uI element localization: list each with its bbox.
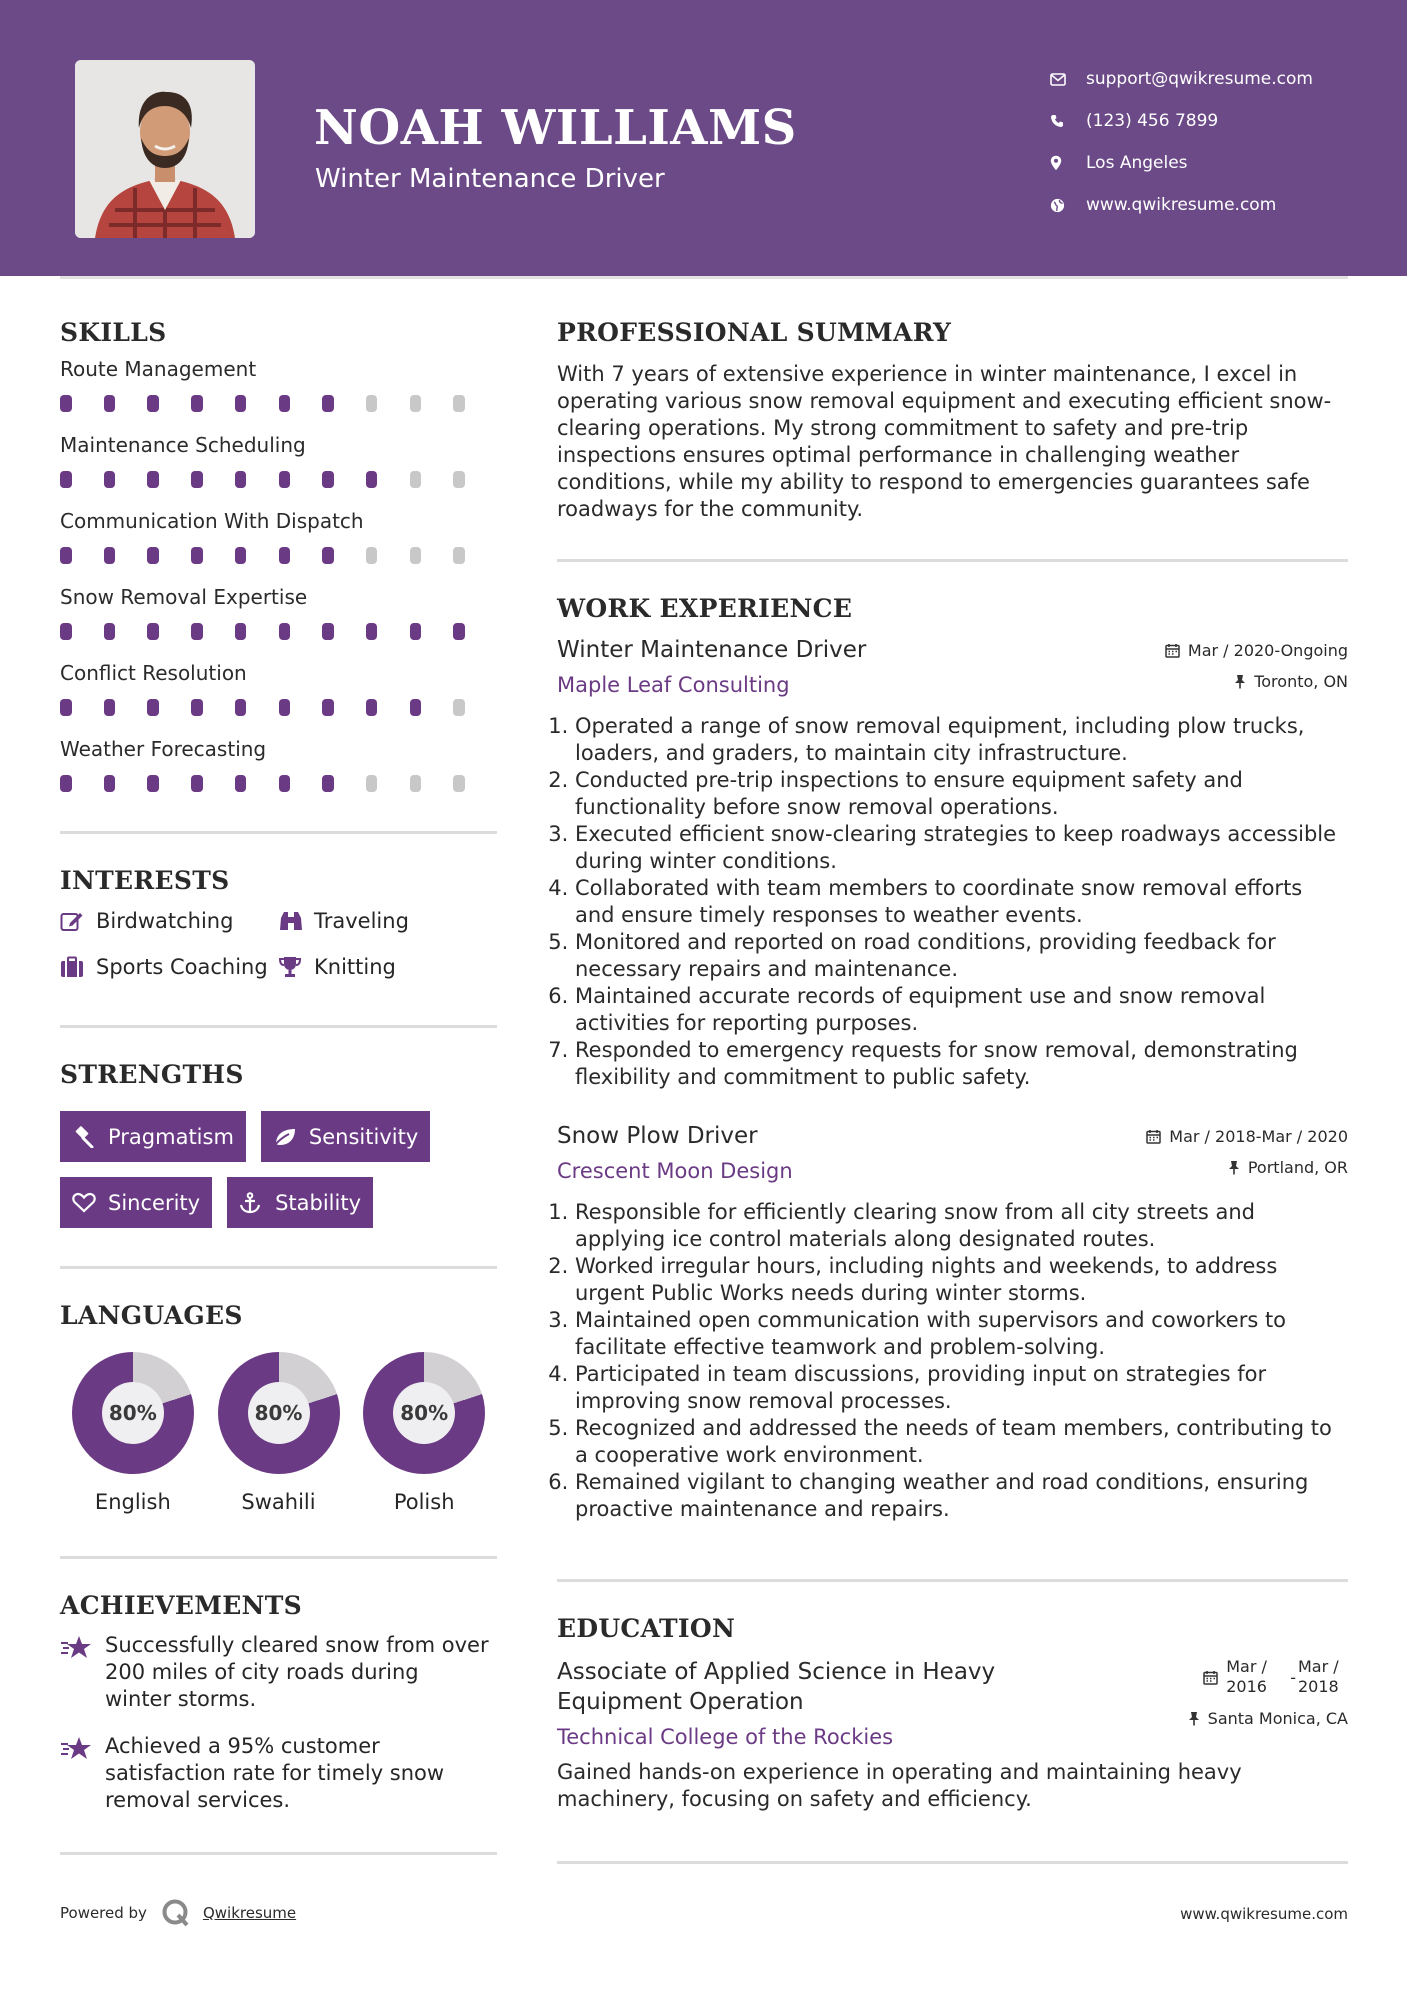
strength-label: Sensitivity — [308, 1124, 419, 1149]
job-bullets — [557, 713, 1348, 1091]
pin-icon — [1188, 1711, 1200, 1726]
section-divider — [557, 1579, 1348, 1582]
rating-dot-filled — [235, 775, 247, 792]
skill-rating — [60, 471, 497, 489]
rating-dot-filled — [235, 699, 247, 716]
rating-dot-filled — [60, 775, 72, 792]
education-school: Technical College of the Rockies — [557, 1725, 894, 1749]
map-marker-icon — [1050, 155, 1086, 171]
contact-list — [1050, 58, 1313, 226]
rating-dot-filled — [147, 395, 159, 412]
achievement-item — [60, 1632, 497, 1713]
globe-icon — [1050, 198, 1086, 213]
skills-list — [60, 357, 497, 793]
job-bullet: 7. Responded to emergency requests for snow removal, demonstrating flexibility and commitment to public safety. — [575, 1037, 1348, 1091]
interest-label: Sports Coaching — [96, 955, 268, 979]
job-header — [557, 1123, 1348, 1183]
rating-dot-empty — [453, 395, 465, 412]
rating-dot-empty — [453, 699, 465, 716]
rating-dot-filled — [366, 623, 378, 640]
achievements-list — [60, 1632, 497, 1814]
languages-list — [60, 1352, 497, 1514]
language-name: English — [94, 1490, 171, 1514]
rating-dot-filled — [279, 699, 291, 716]
skill-item — [60, 357, 497, 413]
job-bullet: 4. Participated in team discussions, providing input on strategies for improving snow removal processes. — [575, 1361, 1348, 1415]
strength-label: Sincerity — [108, 1190, 201, 1215]
skill-name: Snow Removal Expertise — [60, 585, 308, 609]
summary-text: With 7 years of extensive experience in winter maintenance, I excel in operating various snow removal equipment and executing efficient snow-clearing operations. My strong commitment to safety and pre-trip inspections ensures optimal performance in challenging weather conditions, while my ability to respond to emergencies guarantees safe roadways for the community. — [557, 362, 1332, 521]
language-percent: 80% — [393, 1382, 455, 1444]
job-bullet: 1. Responsible for efficiently clearing snow from all city streets and applying ice control materials along designated routes. — [575, 1199, 1348, 1253]
rating-dot-filled — [104, 547, 116, 564]
rating-dot-filled — [60, 623, 72, 640]
interest-item — [278, 955, 478, 979]
rating-dot-filled — [104, 775, 116, 792]
achievement-text: Successfully cleared snow from over 200 miles of city roads during winter storms. — [105, 1633, 489, 1711]
skill-rating — [60, 775, 497, 793]
education-description: Gained hands-on experience in operating and maintaining heavy machinery, focusing on safety and efficiency. — [557, 1760, 1242, 1811]
contact-phone[interactable] — [1050, 100, 1313, 142]
rating-dot-filled — [191, 395, 203, 412]
rating-dot-filled — [322, 395, 334, 412]
powered-by-label: Powered by — [60, 1904, 147, 1922]
languages-heading: LANGUAGES — [60, 1301, 243, 1330]
rating-dot-filled — [191, 547, 203, 564]
interest-item — [60, 909, 278, 933]
language-progress-ring — [72, 1352, 194, 1474]
rating-dot-empty — [366, 775, 378, 792]
job-bullet: 3. Maintained open communication with supervisors and coworkers to facilitate effective teamwork and problem-solving. — [575, 1307, 1348, 1361]
header-divider — [60, 276, 1348, 279]
language-progress-ring — [218, 1352, 340, 1474]
rating-dot-filled — [322, 623, 334, 640]
rating-dot-filled — [322, 775, 334, 792]
envelope-icon — [1050, 73, 1086, 86]
left-column — [60, 318, 497, 1855]
rating-dot-empty — [410, 775, 422, 792]
language-name: Polish — [393, 1490, 455, 1514]
contact-location — [1050, 142, 1313, 184]
rating-dot-filled — [410, 699, 422, 716]
section-divider — [60, 1852, 497, 1855]
skill-name: Maintenance Scheduling — [60, 433, 306, 457]
rating-dot-filled — [322, 547, 334, 564]
edit-icon — [60, 910, 96, 932]
education-location-text: Santa Monica, CA — [1207, 1709, 1348, 1728]
rating-dot-filled — [147, 547, 159, 564]
rating-dot-filled — [191, 775, 203, 792]
qwikresume-logo-icon — [161, 1898, 191, 1928]
calendar-icon — [1165, 643, 1180, 658]
footer-website[interactable]: www.qwikresume.com — [1180, 1905, 1348, 1923]
contact-location-text: Los Angeles — [1086, 153, 1188, 173]
rating-dot-filled — [366, 471, 378, 488]
rating-dot-filled — [366, 699, 378, 716]
job-entry — [557, 1123, 1348, 1523]
rating-dot-filled — [235, 547, 247, 564]
strengths-heading: STRENGTHS — [60, 1060, 244, 1089]
interests-list — [60, 909, 497, 979]
rating-dot-filled — [104, 395, 116, 412]
education-location — [1188, 1709, 1348, 1728]
star-icon — [60, 1632, 105, 1713]
education-date-start: Mar / 2016 — [1226, 1657, 1267, 1696]
job-dates — [1165, 641, 1348, 660]
pin-icon — [1234, 674, 1246, 689]
skill-name: Route Management — [60, 357, 257, 381]
rating-dot-filled — [147, 699, 159, 716]
rating-dot-filled — [322, 471, 334, 488]
job-bullet: 2. Worked irregular hours, including nights and weekends, to address urgent Public Works needs during winter storms. — [575, 1253, 1348, 1307]
rating-dot-empty — [453, 471, 465, 488]
rating-dot-filled — [453, 623, 465, 640]
candidate-title: Winter Maintenance Driver — [315, 164, 665, 194]
skill-item — [60, 433, 497, 489]
interest-item — [278, 909, 478, 933]
section-divider — [60, 1266, 497, 1269]
rating-dot-filled — [191, 699, 203, 716]
rating-dot-filled — [60, 471, 72, 488]
pin-icon — [1228, 1160, 1240, 1175]
job-bullet: 2. Conducted pre-trip inspections to ensure equipment safety and functionality before snow removal operations. — [575, 767, 1348, 821]
job-bullet: 5. Monitored and reported on road conditions, providing feedback for necessary repairs and maintenance. — [575, 929, 1348, 983]
rating-dot-filled — [147, 623, 159, 640]
language-percent: 80% — [248, 1382, 310, 1444]
footer-powered-by — [60, 1898, 296, 1928]
rating-dot-filled — [279, 775, 291, 792]
strength-tag — [227, 1177, 373, 1228]
language-item — [351, 1352, 497, 1514]
rating-dot-filled — [279, 623, 291, 640]
interest-label: Traveling — [314, 909, 409, 933]
rating-dot-filled — [410, 623, 422, 640]
skill-name: Conflict Resolution — [60, 661, 247, 685]
job-bullet: 1. Operated a range of snow removal equipment, including plow trucks, loaders, and graders, to maintain city infrastructure. — [575, 713, 1348, 767]
rating-dot-filled — [235, 471, 247, 488]
rating-dot-empty — [453, 775, 465, 792]
strength-label: Stability — [275, 1190, 362, 1215]
strength-tag — [261, 1111, 430, 1162]
job-role: Winter Maintenance Driver — [557, 637, 867, 663]
strengths-list — [60, 1111, 497, 1228]
rating-dot-filled — [147, 471, 159, 488]
job-company: Maple Leaf Consulting — [557, 673, 790, 697]
section-divider — [60, 1556, 497, 1559]
phone-icon — [1050, 114, 1086, 128]
section-divider — [557, 559, 1348, 562]
rating-dot-empty — [366, 547, 378, 564]
skill-item — [60, 509, 497, 565]
strength-tag — [60, 1177, 212, 1228]
contact-phone-text: (123) 456 7899 — [1086, 111, 1219, 131]
leaf-icon — [273, 1127, 309, 1147]
job-bullet: 6. Remained vigilant to changing weather and road conditions, ensuring proactive maintenance and repairs. — [575, 1469, 1348, 1523]
skills-heading: SKILLS — [60, 318, 167, 347]
language-percent: 80% — [102, 1382, 164, 1444]
calendar-icon — [1146, 1129, 1161, 1144]
strength-label: Pragmatism — [108, 1124, 234, 1149]
heart-icon — [72, 1192, 108, 1213]
trophy-icon — [278, 956, 314, 978]
right-column — [557, 318, 1348, 1864]
rating-dot-filled — [60, 699, 72, 716]
gavel-icon — [72, 1126, 108, 1148]
rating-dot-filled — [60, 547, 72, 564]
section-divider — [60, 831, 497, 834]
education-heading: EDUCATION — [557, 1614, 736, 1643]
job-location — [1165, 672, 1348, 691]
job-role: Snow Plow Driver — [557, 1123, 758, 1149]
contact-email-text: support@qwikresume.com — [1086, 69, 1313, 89]
language-name: Swahili — [241, 1490, 316, 1514]
skill-item — [60, 585, 497, 641]
rating-dot-filled — [235, 395, 247, 412]
job-entry — [557, 637, 1348, 1091]
education-header — [557, 1657, 1348, 1749]
rating-dot-empty — [366, 395, 378, 412]
job-location-text: Portland, OR — [1247, 1158, 1348, 1177]
interest-label: Birdwatching — [96, 909, 234, 933]
rating-dot-filled — [104, 699, 116, 716]
rating-dot-filled — [147, 775, 159, 792]
rating-dot-filled — [191, 471, 203, 488]
education-entry — [557, 1657, 1348, 1813]
job-bullet: 3. Executed efficient snow-clearing strategies to keep roadways accessible during winter conditions. — [575, 821, 1348, 875]
skill-rating — [60, 699, 497, 717]
skill-rating — [60, 623, 497, 641]
job-location-text: Toronto, ON — [1254, 672, 1348, 691]
job-bullets — [557, 1199, 1348, 1523]
rating-dot-empty — [410, 395, 422, 412]
job-dates-text: Mar / 2018-Mar / 2020 — [1169, 1127, 1348, 1146]
education-date-separator: - — [1290, 1667, 1296, 1687]
job-company: Crescent Moon Design — [557, 1159, 793, 1183]
star-icon — [60, 1733, 105, 1814]
candidate-name: NOAH WILLIAMS — [314, 100, 797, 156]
section-divider — [557, 1861, 1348, 1864]
suitcase-icon — [60, 956, 96, 978]
language-item — [206, 1352, 352, 1514]
contact-website-text: www.qwikresume.com — [1086, 195, 1277, 215]
strength-tag — [60, 1111, 246, 1162]
section-divider — [60, 1025, 497, 1028]
language-progress-ring — [363, 1352, 485, 1474]
rating-dot-filled — [104, 623, 116, 640]
header-banner — [0, 0, 1407, 276]
education-degree: Associate of Applied Science in Heavy Equipment Operation — [557, 1659, 996, 1715]
rating-dot-filled — [279, 471, 291, 488]
skill-item — [60, 737, 497, 793]
achievements-heading: ACHIEVEMENTS — [60, 1591, 302, 1620]
interest-item — [60, 955, 278, 979]
skill-item — [60, 661, 497, 717]
job-bullet: 6. Maintained accurate records of equipment use and snow removal activities for reporting purposes. — [575, 983, 1348, 1037]
rating-dot-filled — [191, 623, 203, 640]
rating-dot-filled — [104, 471, 116, 488]
summary-heading: PROFESSIONAL SUMMARY — [557, 318, 952, 347]
calendar-icon — [1203, 1670, 1218, 1685]
achievement-text: Achieved a 95% customer satisfaction rate for timely snow removal services. — [105, 1734, 445, 1812]
education-dates — [1188, 1657, 1348, 1697]
skill-name: Communication With Dispatch — [60, 509, 364, 533]
rating-dot-filled — [235, 623, 247, 640]
job-bullet: 5. Recognized and addressed the needs of team members, contributing to a cooperative work environment. — [575, 1415, 1348, 1469]
job-location — [1146, 1158, 1348, 1177]
qwikresume-link[interactable]: Qwikresume — [202, 1904, 297, 1922]
job-header — [557, 637, 1348, 697]
language-item — [60, 1352, 206, 1514]
rating-dot-filled — [279, 395, 291, 412]
rating-dot-empty — [410, 547, 422, 564]
rating-dot-empty — [453, 547, 465, 564]
rating-dot-empty — [410, 471, 422, 488]
job-dates-text: Mar / 2020-Ongoing — [1187, 641, 1348, 660]
skill-rating — [60, 547, 497, 565]
profile-photo — [75, 60, 255, 238]
interests-heading: INTERESTS — [60, 866, 230, 895]
rating-dot-filled — [279, 547, 291, 564]
rating-dot-filled — [322, 699, 334, 716]
skill-rating — [60, 395, 497, 413]
job-bullet: 4. Collaborated with team members to coordinate snow removal efforts and ensure timely responses to weather events. — [575, 875, 1348, 929]
interest-label: Knitting — [314, 955, 396, 979]
contact-website[interactable] — [1050, 184, 1313, 226]
anchor-icon — [239, 1192, 275, 1214]
skill-name: Weather Forecasting — [60, 737, 267, 761]
job-dates — [1146, 1127, 1348, 1146]
contact-email[interactable] — [1050, 58, 1313, 100]
education-date-end: Mar / 2018 — [1298, 1657, 1339, 1696]
achievement-item — [60, 1733, 497, 1814]
experience-heading: WORK EXPERIENCE — [557, 594, 853, 623]
rating-dot-filled — [60, 395, 72, 412]
binoculars-icon — [278, 910, 314, 932]
